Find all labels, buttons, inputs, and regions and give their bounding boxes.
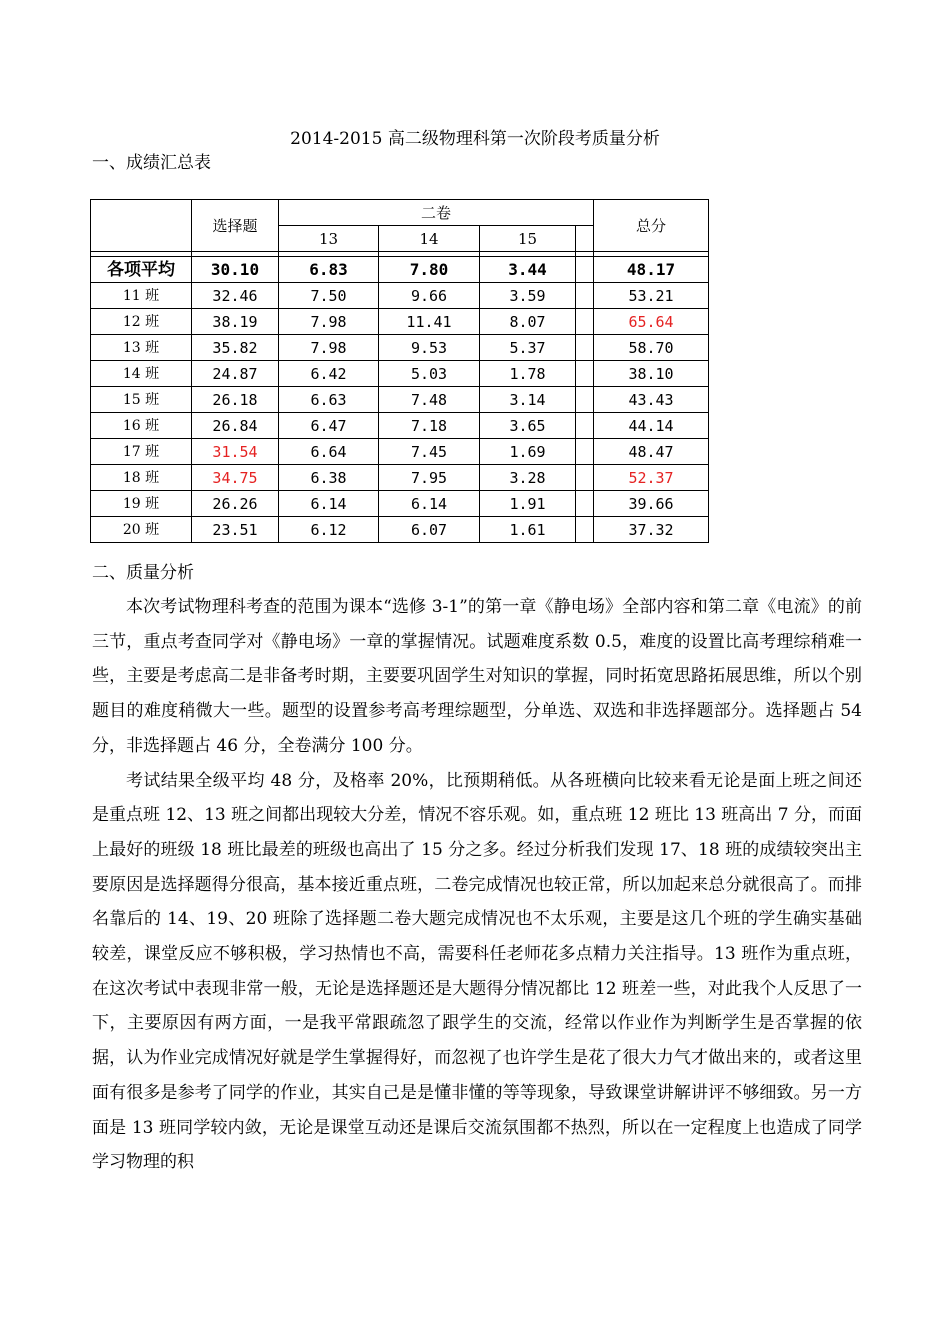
table-row bbox=[91, 335, 709, 361]
row-extra-empty bbox=[576, 491, 594, 517]
row-q13: 6.42 bbox=[279, 361, 379, 387]
average-total: 48.17 bbox=[594, 257, 709, 283]
average-label: 各项平均 bbox=[91, 257, 192, 283]
row-total: 44.14 bbox=[594, 413, 709, 439]
row-q15: 3.14 bbox=[480, 387, 576, 413]
header-empty-cell bbox=[91, 200, 192, 252]
average-row bbox=[91, 257, 709, 283]
row-q14: 7.95 bbox=[379, 465, 480, 491]
row-label: 19 班 bbox=[91, 491, 192, 517]
row-total: 65.64 bbox=[594, 309, 709, 335]
row-q15: 1.78 bbox=[480, 361, 576, 387]
row-q13: 7.50 bbox=[279, 283, 379, 309]
header-total: 总分 bbox=[594, 200, 709, 252]
row-q14: 11.41 bbox=[379, 309, 480, 335]
row-extra-empty bbox=[576, 361, 594, 387]
table-row bbox=[91, 361, 709, 387]
row-label: 14 班 bbox=[91, 361, 192, 387]
section-heading-analysis: 二、质量分析 bbox=[92, 563, 194, 583]
row-q15: 3.59 bbox=[480, 283, 576, 309]
table-row bbox=[91, 309, 709, 335]
header-extra-empty bbox=[576, 226, 594, 252]
header-choice: 选择题 bbox=[192, 200, 279, 252]
row-extra-empty bbox=[576, 517, 594, 543]
row-q13: 6.63 bbox=[279, 387, 379, 413]
row-total: 52.37 bbox=[594, 465, 709, 491]
row-choice: 26.84 bbox=[192, 413, 279, 439]
row-choice: 24.87 bbox=[192, 361, 279, 387]
header-q13: 13 bbox=[279, 226, 379, 252]
average-extra-empty bbox=[576, 257, 594, 283]
table-row bbox=[91, 283, 709, 309]
row-q15: 8.07 bbox=[480, 309, 576, 335]
row-q13: 6.47 bbox=[279, 413, 379, 439]
header-part2: 二卷 bbox=[279, 200, 594, 226]
row-extra-empty bbox=[576, 387, 594, 413]
row-choice: 26.18 bbox=[192, 387, 279, 413]
row-total: 39.66 bbox=[594, 491, 709, 517]
row-label: 17 班 bbox=[91, 439, 192, 465]
section-heading-summary: 一、成绩汇总表 bbox=[92, 153, 211, 173]
row-q15: 5.37 bbox=[480, 335, 576, 361]
row-choice: 26.26 bbox=[192, 491, 279, 517]
header-q15: 15 bbox=[480, 226, 576, 252]
row-label: 13 班 bbox=[91, 335, 192, 361]
row-extra-empty bbox=[576, 335, 594, 361]
table-row bbox=[91, 491, 709, 517]
table-row bbox=[91, 517, 709, 543]
row-q14: 7.48 bbox=[379, 387, 480, 413]
average-q14: 7.80 bbox=[379, 257, 480, 283]
row-label: 12 班 bbox=[91, 309, 192, 335]
row-total: 43.43 bbox=[594, 387, 709, 413]
row-q14: 7.45 bbox=[379, 439, 480, 465]
row-q13: 6.64 bbox=[279, 439, 379, 465]
row-q13: 6.38 bbox=[279, 465, 379, 491]
row-choice: 35.82 bbox=[192, 335, 279, 361]
row-extra-empty bbox=[576, 413, 594, 439]
row-extra-empty bbox=[576, 439, 594, 465]
analysis-body bbox=[92, 590, 862, 1180]
analysis-paragraph-2: 考试结果全级平均 48 分，及格率 20%，比预期稍低。从各班横向比较来看无论是面上班之间还是重点班 12、13 班之间都出现较大分差，情况不容乐观。如，重点班 12 班比 13 班高出 7 分，而面上最好的班级 18 班比最差的班级也高出了 15 分之多。经过分析我们发现 17、18 班的成绩较突出主要原因是选择题得分很高，基本接近重点班，二卷完成情况也较正常，所以加起来总分就很高了。而排名靠后的 14、19、20 班除了选择题二卷大题完成情况也不太乐观，主要是这几个班的学生确实基础较差，课堂反应不够积极，学习热情也不高，需要科任老师花多点精力关注指导。13 班作为重点班，在这次考试中表现非常一般，无论是选择题还是大题得分情况都比 12 班差一些，对此我个人反思了一下，主要原因有两方面，一是我平常跟疏忽了跟学生的交流，经常以作业作为判断学生是否掌握的依据，认为作业完成情况好就是学生掌握得好，而忽视了也许学生是花了很大力气才做出来的，或者这里面有很多是参考了同学的作业，其实自己是是懂非懂的等等现象，导致课堂讲解讲评不够细致。另一方面是 13 班同学较内敛，无论是课堂互动还是课后交流氛围都不热烈，所以在一定程度上也造成了同学学习物理的积 bbox=[92, 770, 862, 1173]
row-q15: 1.69 bbox=[480, 439, 576, 465]
row-q13: 7.98 bbox=[279, 335, 379, 361]
row-q13: 7.98 bbox=[279, 309, 379, 335]
row-q14: 6.14 bbox=[379, 491, 480, 517]
row-q14: 5.03 bbox=[379, 361, 480, 387]
row-total: 38.10 bbox=[594, 361, 709, 387]
row-extra-empty bbox=[576, 465, 594, 491]
row-q14: 7.18 bbox=[379, 413, 480, 439]
row-total: 37.32 bbox=[594, 517, 709, 543]
table-row bbox=[91, 387, 709, 413]
average-q15: 3.44 bbox=[480, 257, 576, 283]
score-summary-table bbox=[90, 199, 709, 543]
row-q15: 1.91 bbox=[480, 491, 576, 517]
row-total: 53.21 bbox=[594, 283, 709, 309]
row-choice: 31.54 bbox=[192, 439, 279, 465]
table-header-row-1 bbox=[91, 200, 709, 226]
row-extra-empty bbox=[576, 309, 594, 335]
row-choice: 38.19 bbox=[192, 309, 279, 335]
row-q13: 6.14 bbox=[279, 491, 379, 517]
row-choice: 32.46 bbox=[192, 283, 279, 309]
table-row bbox=[91, 439, 709, 465]
row-q14: 9.53 bbox=[379, 335, 480, 361]
row-total: 58.70 bbox=[594, 335, 709, 361]
row-label: 11 班 bbox=[91, 283, 192, 309]
document-title: 2014-2015 高二级物理科第一次阶段考质量分析 bbox=[290, 129, 660, 149]
row-choice: 34.75 bbox=[192, 465, 279, 491]
row-label: 15 班 bbox=[91, 387, 192, 413]
row-q15: 3.65 bbox=[480, 413, 576, 439]
row-label: 20 班 bbox=[91, 517, 192, 543]
analysis-paragraph-1: 本次考试物理科考查的范围为课本“选修 3-1”的第一章《静电场》全部内容和第二章《电流》的前三节，重点考查同学对《静电场》一章的掌握情况。试题难度系数 0.5，难度的设置比高考理综稍难一些，主要是考虑高二是非备考时期，主要要巩固学生对知识的掌握，同时拓宽思路拓展思维，所以个别题目的难度稍微大一些。题型的设置参考高考理综题型，分单选、双选和非选择题部分。选择题占 54 分，非选择题占 46 分，全卷满分 100 分。 bbox=[92, 597, 862, 756]
row-q14: 9.66 bbox=[379, 283, 480, 309]
average-choice: 30.10 bbox=[192, 257, 279, 283]
row-label: 16 班 bbox=[91, 413, 192, 439]
header-q14: 14 bbox=[379, 226, 480, 252]
row-q13: 6.12 bbox=[279, 517, 379, 543]
row-total: 48.47 bbox=[594, 439, 709, 465]
average-q13: 6.83 bbox=[279, 257, 379, 283]
row-q15: 1.61 bbox=[480, 517, 576, 543]
row-label: 18 班 bbox=[91, 465, 192, 491]
table-row bbox=[91, 413, 709, 439]
row-extra-empty bbox=[576, 283, 594, 309]
row-q14: 6.07 bbox=[379, 517, 480, 543]
row-choice: 23.51 bbox=[192, 517, 279, 543]
table-row bbox=[91, 465, 709, 491]
row-q15: 3.28 bbox=[480, 465, 576, 491]
